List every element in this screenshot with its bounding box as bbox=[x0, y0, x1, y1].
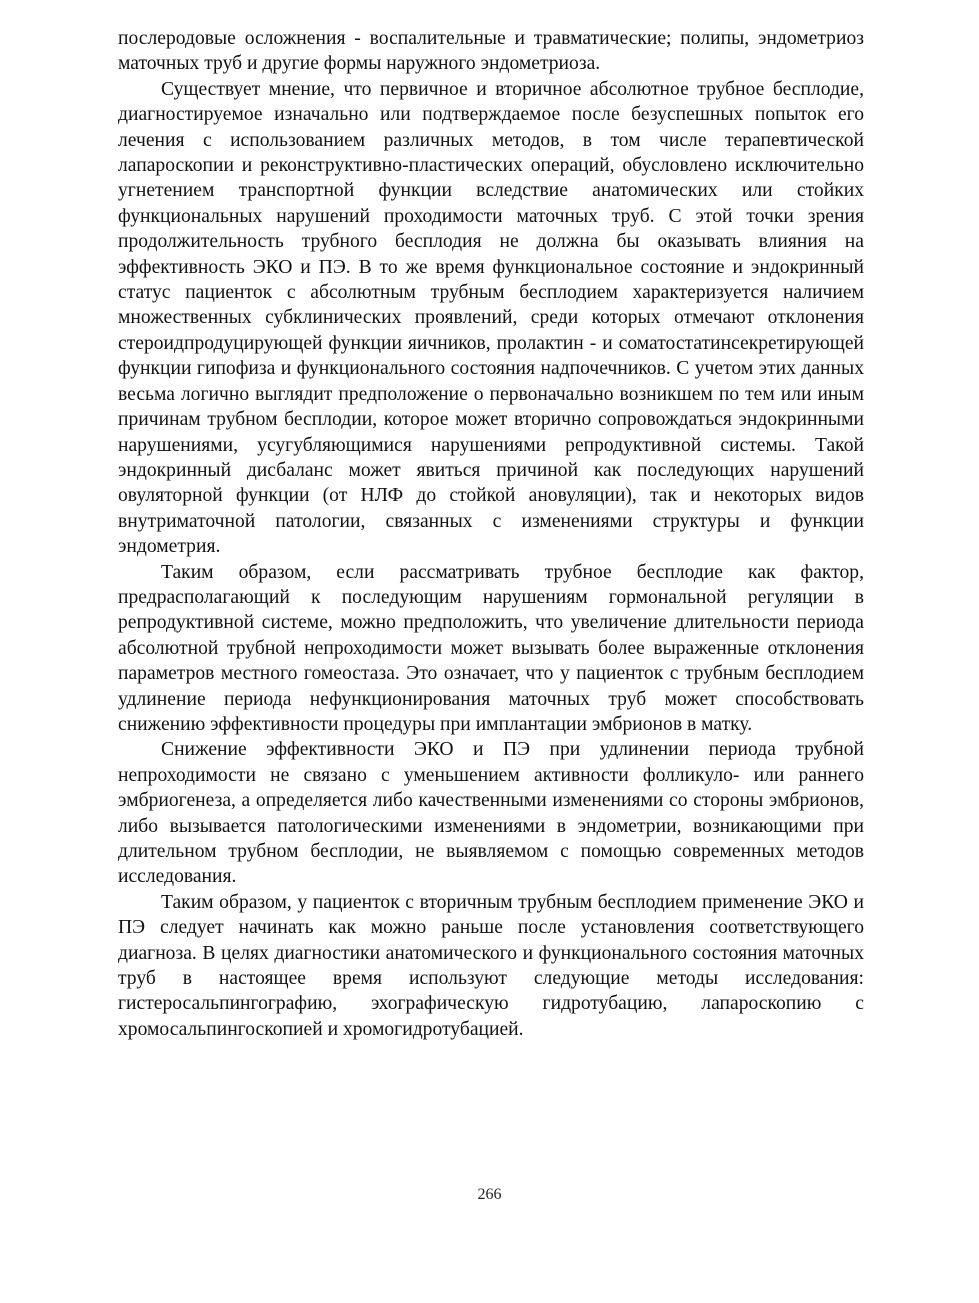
paragraph-hormonal-regulation: Таким образом, если рассматривать трубное бесплодие как фактор, предрасполагающий к последующим нарушениям гормональной регуляции в репродуктивной системе, можно предположить, что увеличение длительности периода абсолютной трубной непроходимости может вызывать более выраженные отклонения параметров местного гомеостаза. Это означает, что у пациенток с трубным бесплодием удлинение периода нефункционирования маточных труб может способствовать снижению эффективности процедуры при имплантации эмбрионов в матку. bbox=[118, 561, 864, 735]
paragraph-tubal-infertility-opinion: Существует мнение, что первичное и вторичное абсолютное трубное бесплодие, диагностируемое изначально или подтверждаемое после безуспешных попыток его лечения с использованием различных методов, в том числе терапевтической лапароскопии и реконструктивно-пластических операций, обусловлено исключительно угнетением транспортной функции вследствие анатомических или стойких функциональных нарушений проходимости маточных труб. С этой точки зрения продолжительность трубного бесплодия не должна бы оказывать влияния на эффективность ЭКО и ПЭ. В то же время функциональное состояние и эндокринный статус пациенток с абсолютным трубным бесплодием характеризуется наличием множественных субклинических проявлений, среди которых отмечают отклонения стероидпродуцирующей функции яичников, пролактин - и соматостатинсекретирующей функции гипофиза и функционального состояния надпочечников. С учетом этих данных весьма логично выглядит предположение о первоначально возникшем по тем или иным причинам трубном бесплодии, которое может вторично сопровождаться эндокринными нарушениями, усугубляющимися нарушениями репродуктивной системы. Такой эндокринный дисбаланс может явиться причиной как последующих нарушений овуляторной функции (от НЛФ до стойкой ановуляции), так и некоторых видов внутриматочной патологии, связанных с изменениями структуры и функции эндометрия. bbox=[118, 78, 864, 558]
paragraph-diagnostic-methods: Таким образом, у пациенток с вторичным трубным бесплодием применение ЭКО и ПЭ следует начинать как можно раньше после установления соответствующего диагноза. В целях диагностики анатомического и функционального состояния маточных труб в настоящее время используют следующие методы исследования: гистеросальпингографию, эхографическую гидротубацию, лапароскопию с хромосальпингоскопией и хромогидротубацией. bbox=[118, 891, 864, 1040]
paragraph-continuation: послеродовые осложнения - воспалительные и травматические; полипы, эндометриоз маточных труб и другие формы наружного эндометриоза. bbox=[118, 28, 864, 75]
page-number: 266 bbox=[477, 1186, 502, 1203]
document-body bbox=[118, 26, 864, 1042]
paragraph-eco-efficiency: Снижение эффективности ЭКО и ПЭ при удлинении периода трубной непроходимости не связано с уменьшением активности фолликуло- или раннего эмбриогенеза, а определяется либо качественными изменениями со стороны эмбрионов, либо вызывается патологическими изменениями в эндометрии, возникающими при длительном трубном бесплодии, не выявляемом с помощью современных методов исследования. bbox=[118, 739, 864, 888]
